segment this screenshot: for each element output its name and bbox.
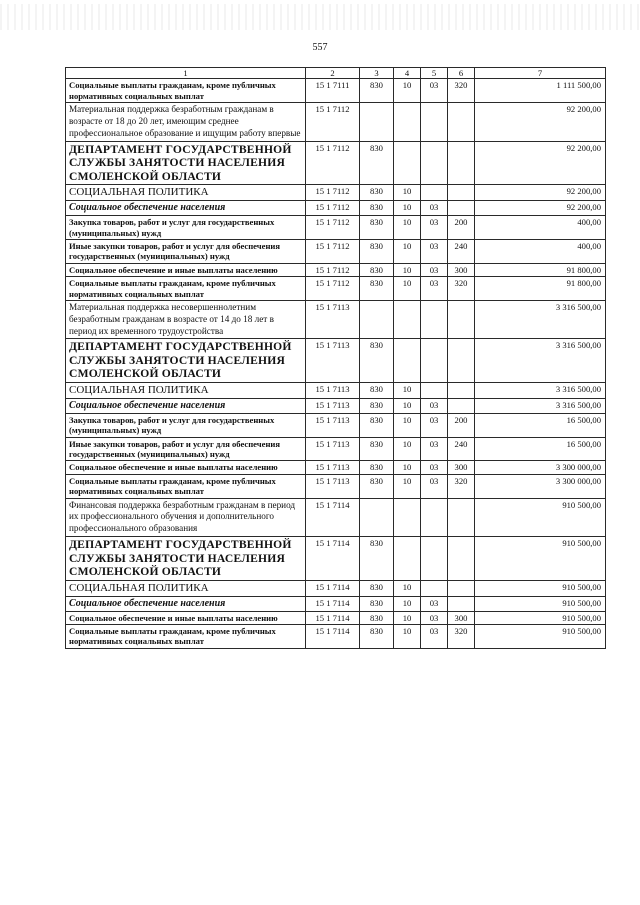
row-expense-type <box>448 580 475 596</box>
row-expense-type <box>448 185 475 201</box>
header-col-1: 1 <box>66 68 306 79</box>
row-ministry-code: 830 <box>360 537 394 581</box>
row-subsection <box>421 382 448 398</box>
row-section: 10 <box>394 596 421 611</box>
row-name: Закупка товаров, работ и услуг для государственных (муниципальных) нужд <box>66 216 306 240</box>
row-amount: 400,00 <box>475 216 606 240</box>
row-target-article: 15 1 7113 <box>306 461 360 474</box>
row-target-article: 15 1 7114 <box>306 624 360 648</box>
table-row <box>66 201 606 216</box>
row-target-article: 15 1 7112 <box>306 185 360 201</box>
row-amount: 910 500,00 <box>475 596 606 611</box>
table-row <box>66 239 606 263</box>
row-subsection: 03 <box>421 277 448 301</box>
row-amount: 910 500,00 <box>475 498 606 536</box>
row-target-article: 15 1 7114 <box>306 580 360 596</box>
table-row <box>66 398 606 413</box>
row-subsection: 03 <box>421 239 448 263</box>
row-ministry-code <box>360 498 394 536</box>
table-row <box>66 382 606 398</box>
row-ministry-code: 830 <box>360 339 394 383</box>
row-name: Иные закупки товаров, работ и услуг для обеспечения государственных (муниципальных) нужд <box>66 239 306 263</box>
row-expense-type <box>448 498 475 536</box>
row-amount: 16 500,00 <box>475 413 606 437</box>
row-amount: 91 800,00 <box>475 263 606 276</box>
table-row <box>66 537 606 581</box>
row-expense-type: 240 <box>448 239 475 263</box>
header-col-2: 2 <box>306 68 360 79</box>
row-target-article: 15 1 7112 <box>306 103 360 141</box>
row-target-article: 15 1 7113 <box>306 437 360 461</box>
row-amount: 3 300 000,00 <box>475 461 606 474</box>
row-name: СОЦИАЛЬНАЯ ПОЛИТИКА <box>66 580 306 596</box>
row-ministry-code: 830 <box>360 382 394 398</box>
row-target-article: 15 1 7113 <box>306 398 360 413</box>
row-expense-type <box>448 103 475 141</box>
row-name: Социальное обеспечение населения <box>66 201 306 216</box>
row-expense-type: 240 <box>448 437 475 461</box>
row-name: ДЕПАРТАМЕНТ ГОСУДАРСТВЕННОЙ СЛУЖБЫ ЗАНЯТОСТИ НАСЕЛЕНИЯ СМОЛЕНСКОЙ ОБЛАСТИ <box>66 141 306 185</box>
row-subsection: 03 <box>421 437 448 461</box>
row-subsection: 03 <box>421 398 448 413</box>
row-ministry-code: 830 <box>360 437 394 461</box>
row-section: 10 <box>394 382 421 398</box>
table-row <box>66 474 606 498</box>
table-row <box>66 437 606 461</box>
row-target-article: 15 1 7113 <box>306 300 360 338</box>
row-target-article: 15 1 7112 <box>306 263 360 276</box>
row-name: Социальное обеспечение и иные выплаты населению <box>66 263 306 276</box>
table-row <box>66 263 606 276</box>
row-expense-type <box>448 398 475 413</box>
row-amount: 910 500,00 <box>475 580 606 596</box>
row-section <box>394 537 421 581</box>
row-section: 10 <box>394 263 421 276</box>
row-name: Материальная поддержка несовершеннолетним безработным гражданам в возрасте от 14 до 18 лет в период их временного трудоустройства <box>66 300 306 338</box>
row-subsection <box>421 339 448 383</box>
row-ministry-code <box>360 103 394 141</box>
row-amount: 3 316 500,00 <box>475 398 606 413</box>
row-ministry-code: 830 <box>360 216 394 240</box>
row-amount: 1 111 500,00 <box>475 79 606 103</box>
row-amount: 3 316 500,00 <box>475 339 606 383</box>
row-expense-type: 300 <box>448 611 475 624</box>
row-subsection <box>421 300 448 338</box>
table-row <box>66 624 606 648</box>
table-row <box>66 185 606 201</box>
row-target-article: 15 1 7111 <box>306 79 360 103</box>
row-name: Закупка товаров, работ и услуг для государственных (муниципальных) нужд <box>66 413 306 437</box>
row-amount: 91 800,00 <box>475 277 606 301</box>
row-section <box>394 339 421 383</box>
row-target-article: 15 1 7112 <box>306 141 360 185</box>
row-amount: 92 200,00 <box>475 141 606 185</box>
budget-table-body <box>66 68 606 649</box>
table-row <box>66 216 606 240</box>
row-target-article: 15 1 7113 <box>306 339 360 383</box>
row-expense-type <box>448 141 475 185</box>
row-subsection: 03 <box>421 611 448 624</box>
table-row <box>66 339 606 383</box>
row-amount: 910 500,00 <box>475 611 606 624</box>
row-expense-type <box>448 300 475 338</box>
row-subsection: 03 <box>421 79 448 103</box>
table-row <box>66 461 606 474</box>
table-row <box>66 141 606 185</box>
row-ministry-code: 830 <box>360 185 394 201</box>
row-target-article: 15 1 7113 <box>306 474 360 498</box>
row-ministry-code: 830 <box>360 239 394 263</box>
row-ministry-code: 830 <box>360 413 394 437</box>
row-section: 10 <box>394 79 421 103</box>
row-section <box>394 498 421 536</box>
row-amount: 400,00 <box>475 239 606 263</box>
row-name: Социальное обеспечение и иные выплаты населению <box>66 611 306 624</box>
row-name: ДЕПАРТАМЕНТ ГОСУДАРСТВЕННОЙ СЛУЖБЫ ЗАНЯТОСТИ НАСЕЛЕНИЯ СМОЛЕНСКОЙ ОБЛАСТИ <box>66 537 306 581</box>
row-name: Иные закупки товаров, работ и услуг для обеспечения государственных (муниципальных) нужд <box>66 437 306 461</box>
row-expense-type: 200 <box>448 413 475 437</box>
row-subsection: 03 <box>421 596 448 611</box>
row-expense-type <box>448 596 475 611</box>
row-amount: 16 500,00 <box>475 437 606 461</box>
row-name: Социальные выплаты гражданам, кроме публичных нормативных социальных выплат <box>66 79 306 103</box>
table-row <box>66 498 606 536</box>
page-number: 557 <box>312 42 328 53</box>
row-name: Социальное обеспечение населения <box>66 596 306 611</box>
row-section: 10 <box>394 474 421 498</box>
row-name: ДЕПАРТАМЕНТ ГОСУДАРСТВЕННОЙ СЛУЖБЫ ЗАНЯТОСТИ НАСЕЛЕНИЯ СМОЛЕНСКОЙ ОБЛАСТИ <box>66 339 306 383</box>
row-ministry-code: 830 <box>360 79 394 103</box>
table-row <box>66 79 606 103</box>
row-target-article: 15 1 7114 <box>306 537 360 581</box>
row-target-article: 15 1 7114 <box>306 498 360 536</box>
row-amount: 92 200,00 <box>475 185 606 201</box>
header-col-4: 4 <box>394 68 421 79</box>
row-subsection <box>421 185 448 201</box>
table-row <box>66 580 606 596</box>
row-ministry-code: 830 <box>360 277 394 301</box>
row-expense-type <box>448 382 475 398</box>
row-name: Социальные выплаты гражданам, кроме публичных нормативных социальных выплат <box>66 624 306 648</box>
row-target-article: 15 1 7114 <box>306 611 360 624</box>
table-row <box>66 277 606 301</box>
row-ministry-code: 830 <box>360 611 394 624</box>
table-row <box>66 413 606 437</box>
row-subsection <box>421 498 448 536</box>
row-name: СОЦИАЛЬНАЯ ПОЛИТИКА <box>66 185 306 201</box>
table-row <box>66 300 606 338</box>
row-name: Социальное обеспечение населения <box>66 398 306 413</box>
row-expense-type <box>448 537 475 581</box>
table-row <box>66 596 606 611</box>
table-header-row <box>66 68 606 79</box>
table-row <box>66 103 606 141</box>
row-subsection <box>421 537 448 581</box>
header-col-7: 7 <box>475 68 606 79</box>
row-section: 10 <box>394 624 421 648</box>
row-subsection <box>421 580 448 596</box>
row-target-article: 15 1 7113 <box>306 413 360 437</box>
row-name: Финансовая поддержка безработным гражданам в период их профессионального обучения и дополнительного профессионального образования <box>66 498 306 536</box>
row-section: 10 <box>394 239 421 263</box>
row-expense-type <box>448 201 475 216</box>
row-name: Материальная поддержка безработным гражданам в возрасте от 18 до 20 лет, имеющим среднее профессиональное образование и ищущим работу впервые <box>66 103 306 141</box>
row-expense-type: 200 <box>448 216 475 240</box>
row-expense-type <box>448 339 475 383</box>
row-section: 10 <box>394 461 421 474</box>
row-subsection: 03 <box>421 263 448 276</box>
row-amount: 3 316 500,00 <box>475 300 606 338</box>
row-subsection <box>421 141 448 185</box>
row-section: 10 <box>394 611 421 624</box>
row-amount: 92 200,00 <box>475 103 606 141</box>
row-subsection <box>421 103 448 141</box>
row-target-article: 15 1 7113 <box>306 382 360 398</box>
header-col-3: 3 <box>360 68 394 79</box>
row-section: 10 <box>394 185 421 201</box>
row-name: СОЦИАЛЬНАЯ ПОЛИТИКА <box>66 382 306 398</box>
row-amount: 3 300 000,00 <box>475 474 606 498</box>
row-ministry-code: 830 <box>360 580 394 596</box>
row-subsection: 03 <box>421 461 448 474</box>
row-ministry-code: 830 <box>360 201 394 216</box>
row-ministry-code: 830 <box>360 461 394 474</box>
row-ministry-code: 830 <box>360 398 394 413</box>
row-name: Социальные выплаты гражданам, кроме публичных нормативных социальных выплат <box>66 277 306 301</box>
row-expense-type: 320 <box>448 474 475 498</box>
row-section: 10 <box>394 437 421 461</box>
row-section <box>394 103 421 141</box>
row-subsection: 03 <box>421 413 448 437</box>
row-section: 10 <box>394 216 421 240</box>
scan-noise <box>0 4 640 30</box>
row-target-article: 15 1 7112 <box>306 201 360 216</box>
row-name: Социальные выплаты гражданам, кроме публичных нормативных социальных выплат <box>66 474 306 498</box>
row-subsection: 03 <box>421 474 448 498</box>
row-ministry-code: 830 <box>360 263 394 276</box>
header-col-6: 6 <box>448 68 475 79</box>
row-target-article: 15 1 7114 <box>306 596 360 611</box>
budget-table <box>65 67 606 649</box>
row-expense-type: 300 <box>448 263 475 276</box>
row-section <box>394 300 421 338</box>
header-col-5: 5 <box>421 68 448 79</box>
row-expense-type: 320 <box>448 624 475 648</box>
row-section: 10 <box>394 413 421 437</box>
row-subsection: 03 <box>421 201 448 216</box>
row-section: 10 <box>394 580 421 596</box>
table-row <box>66 611 606 624</box>
row-amount: 3 316 500,00 <box>475 382 606 398</box>
row-expense-type: 320 <box>448 277 475 301</box>
row-expense-type: 320 <box>448 79 475 103</box>
row-ministry-code: 830 <box>360 624 394 648</box>
row-ministry-code: 830 <box>360 141 394 185</box>
row-section: 10 <box>394 277 421 301</box>
row-subsection: 03 <box>421 216 448 240</box>
row-subsection: 03 <box>421 624 448 648</box>
row-expense-type: 300 <box>448 461 475 474</box>
row-ministry-code: 830 <box>360 596 394 611</box>
row-target-article: 15 1 7112 <box>306 216 360 240</box>
row-target-article: 15 1 7112 <box>306 277 360 301</box>
row-ministry-code: 830 <box>360 474 394 498</box>
row-target-article: 15 1 7112 <box>306 239 360 263</box>
row-amount: 910 500,00 <box>475 624 606 648</box>
row-section: 10 <box>394 201 421 216</box>
row-amount: 92 200,00 <box>475 201 606 216</box>
row-section <box>394 141 421 185</box>
row-section: 10 <box>394 398 421 413</box>
row-amount: 910 500,00 <box>475 537 606 581</box>
row-ministry-code <box>360 300 394 338</box>
row-name: Социальное обеспечение и иные выплаты населению <box>66 461 306 474</box>
